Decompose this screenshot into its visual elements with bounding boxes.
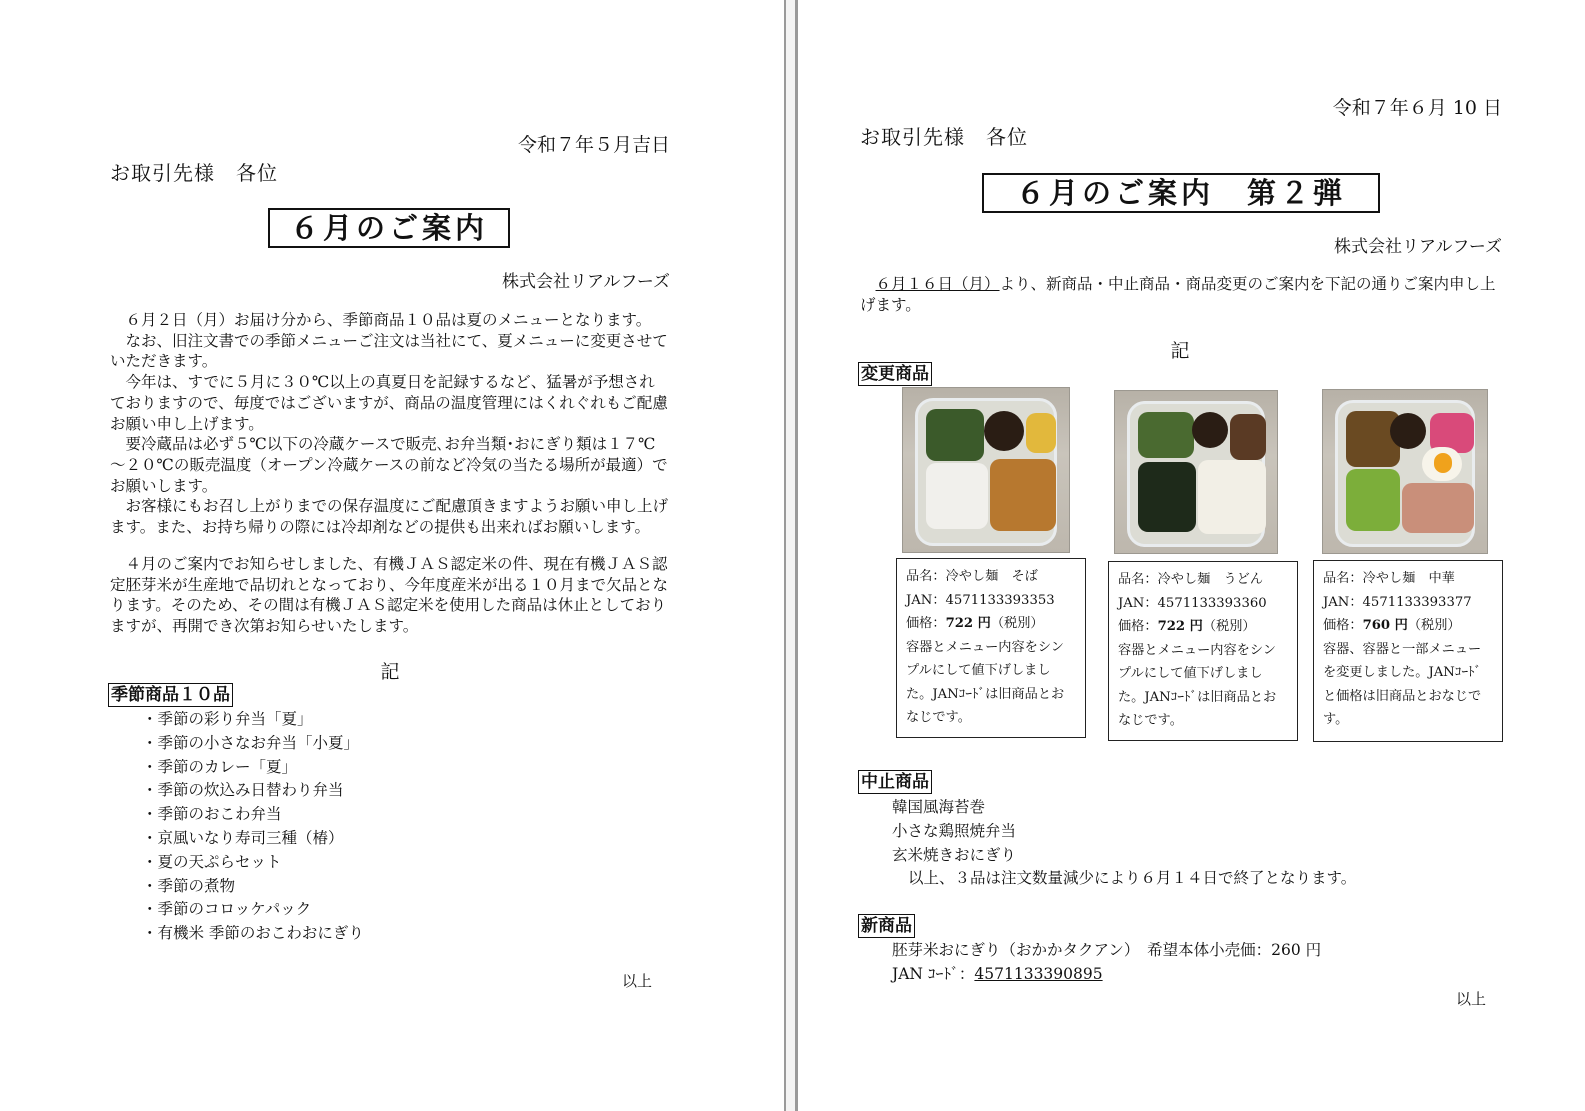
document-page-left xyxy=(0,0,784,1111)
effective-date: ６月１６日（月） xyxy=(875,275,1000,293)
list-item: ・季節のおこわ弁当 xyxy=(142,805,282,824)
price-label: 価格： xyxy=(1118,619,1158,634)
product-name: 品名：冷やし麺 そば xyxy=(906,569,1038,584)
paragraph: 要冷蔵品は必ず５℃以下の冷蔵ケースで販売､お弁当類･おにぎり類は１７℃～２０℃の販売温度（オープン冷蔵ケースの前など冷気の当たる場所が最適）でお願いします。 xyxy=(110,435,668,495)
list-item: ・京風いなり寿司三種（椿） xyxy=(142,828,344,847)
intro-text xyxy=(860,274,1502,315)
end-mark: 以上 xyxy=(1456,990,1487,1008)
list-item: 小さな鶏照焼弁当 xyxy=(892,821,1017,840)
document-page-right xyxy=(798,0,1585,1111)
product-name: 品名：冷やし麺 中華 xyxy=(1323,571,1455,586)
product-price: 722 円 xyxy=(945,616,991,631)
container-shape xyxy=(1335,400,1475,547)
company-name: 株式会社リアルフーズ xyxy=(502,272,670,292)
container-shape xyxy=(1127,401,1265,547)
issue-date: 令和７年６月 10 日 xyxy=(1332,97,1502,119)
product-card xyxy=(896,558,1086,738)
discontinued-section-title: 中止商品 xyxy=(858,770,932,794)
product-note: 容器とメニュー内容をシンプルにして値下げしました。JANｺｰﾄﾞは旧商品とおなじです。 xyxy=(906,639,1065,725)
changed-section-title: 変更商品 xyxy=(858,362,932,386)
list-item: ・季節の彩り弁当「夏」 xyxy=(142,710,313,728)
paragraph: ６月２日（月）お届け分から、季節商品１０品は夏のメニューとなります。 xyxy=(110,311,652,329)
price-label: 価格： xyxy=(906,616,946,631)
list-item: ・季節の煮物 xyxy=(142,876,236,895)
page-divider xyxy=(784,0,798,1111)
addressee: お取引先様 各位 xyxy=(110,161,278,185)
new-product-line: 胚芽米おにぎり（おかかタクアン） 希望本体小売価：260 円 xyxy=(892,941,1322,959)
product-photo-udon xyxy=(1114,390,1278,554)
jas-rice-notice xyxy=(110,554,670,637)
product-photo-chuka xyxy=(1322,389,1488,554)
new-product-jan: 4571133390895 xyxy=(974,964,1103,983)
price-label: 価格： xyxy=(1323,618,1363,633)
discontinued-note: 以上、３品は注文数量減少により６月１４日で終了となります。 xyxy=(908,869,1357,888)
addressee: お取引先様 各位 xyxy=(860,125,1028,149)
product-jan: JAN：4571133393360 xyxy=(1118,595,1267,611)
jan-label: JAN ｺｰﾄﾞ： xyxy=(892,964,975,983)
list-item: 玄米焼きおにぎり xyxy=(892,845,1017,864)
product-photo-soba xyxy=(902,387,1070,553)
seasonal-item-list xyxy=(142,708,364,946)
intro-rest: より、新商品・中止商品・商品変更のご案内を下記の通りご案内申し上げます。 xyxy=(860,275,1496,314)
paragraph: ４月のご案内でお知らせしました、有機ＪＡＳ認定米の件、現在有機ＪＡＳ認定胚芽米が生産地で品切れとなっており、今年度産米が出る１０月まで欠品となります。そのため、その間は有機ＪＡＳ認定米を使用した商品は休止としておりますが、再開でき次第お知らせいたします。 xyxy=(110,555,669,636)
product-price: 760 円 xyxy=(1362,618,1408,633)
list-item: ・有機米 季節のおこわおにぎり xyxy=(142,924,364,943)
tax-note: （税別） xyxy=(1407,618,1461,633)
paragraph: お客様にもお召し上がりまでの保存温度にご配慮頂きますようお願い申し上げます。また、お持ち帰りの際には冷却剤などの提供も出来ればお願いします。 xyxy=(110,497,669,537)
container-shape xyxy=(915,398,1057,546)
product-price: 722 円 xyxy=(1157,619,1203,634)
tax-note: （税別） xyxy=(990,616,1044,631)
tax-note: （税別） xyxy=(1202,619,1256,634)
page-title: ６月のご案内 xyxy=(268,208,510,248)
new-product-info xyxy=(892,939,1321,987)
new-section-title: 新商品 xyxy=(858,914,915,938)
product-card xyxy=(1108,561,1298,741)
list-item: ・季節のコロッケパック xyxy=(142,900,312,919)
discontinued-list xyxy=(892,796,1356,891)
list-item: ・季節の炊込み日替わり弁当 xyxy=(142,781,344,800)
list-item: 韓国風海苔巻 xyxy=(892,798,986,816)
product-note: 容器、容器と一部メニューを変更しました。JANｺｰﾄﾞと価格は旧商品とおなじです。 xyxy=(1323,641,1482,727)
issue-date: 令和７年５月吉日 xyxy=(517,134,670,156)
ki-heading: 記 xyxy=(1170,340,1190,362)
list-item: ・季節の小さなお弁当「小夏」 xyxy=(142,733,360,752)
seasonal-section-title: 季節商品１０品 xyxy=(108,683,233,707)
paragraph: なお、旧注文書での季節メニューご注文は当社にて、夏メニューに変更させていただきます。 xyxy=(110,331,668,371)
product-jan: JAN：4571133393353 xyxy=(906,592,1055,608)
ki-heading: 記 xyxy=(380,661,400,683)
product-jan: JAN：4571133393377 xyxy=(1323,594,1472,610)
notice-body xyxy=(110,310,670,538)
paragraph: 今年は、すでに５月に３０℃以上の真夏日を記録するなど、猛暑が予想されておりますので、毎度ではございますが、商品の温度管理にはくれぐれもご配慮お願い申し上げます。 xyxy=(110,373,668,433)
list-item: ・夏の天ぷらセット xyxy=(142,852,282,871)
product-card xyxy=(1313,560,1503,742)
product-name: 品名：冷やし麺 うどん xyxy=(1118,572,1264,587)
page-title: ６月のご案内 第２弾 xyxy=(982,173,1380,213)
company-name: 株式会社リアルフーズ xyxy=(1334,237,1502,257)
end-mark: 以上 xyxy=(622,972,653,990)
product-note: 容器とメニュー内容をシンプルにして値下げしました。JANｺｰﾄﾞは旧商品とおなじです。 xyxy=(1118,642,1277,728)
list-item: ・季節のカレー「夏」 xyxy=(142,757,298,776)
